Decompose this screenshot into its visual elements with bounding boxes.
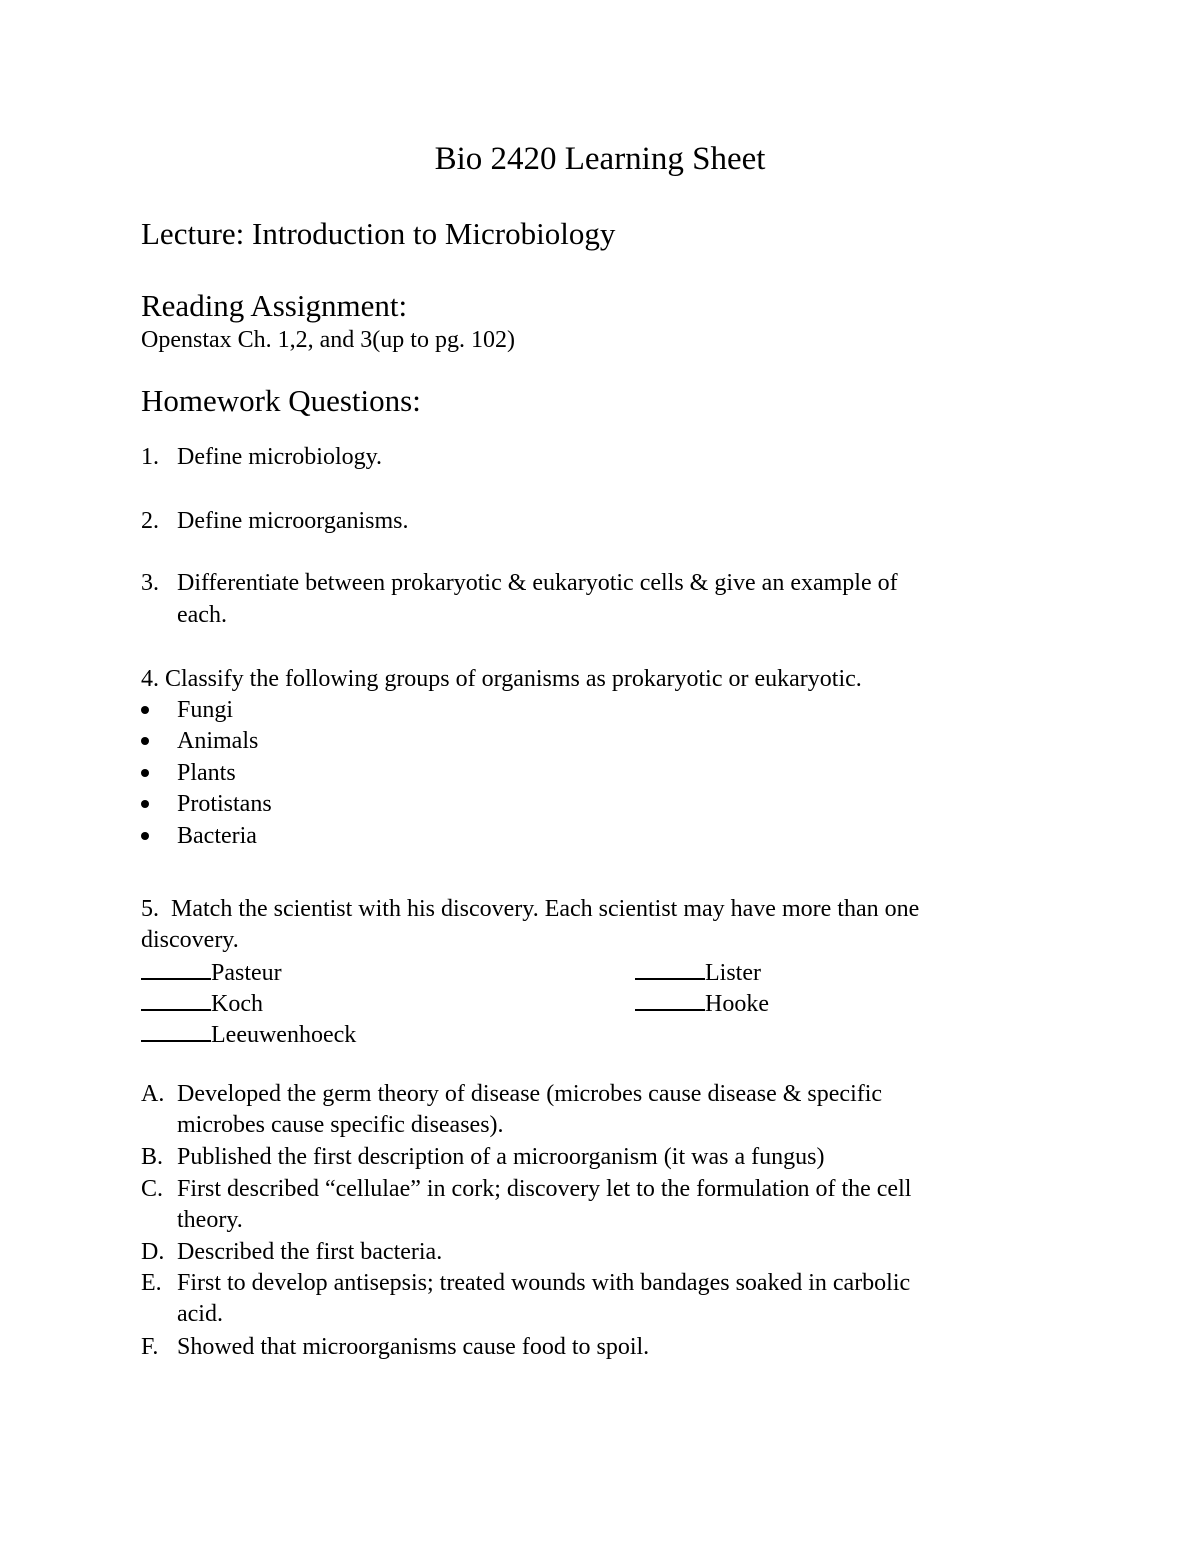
organism-item: Plants xyxy=(177,760,236,786)
discovery-letter: C. xyxy=(141,1176,164,1202)
reading-heading: Reading Assignment: xyxy=(141,288,408,323)
scientist-name: Leeuwenhoeck xyxy=(211,1022,357,1048)
scientist-leeuwenhoeck xyxy=(141,1022,356,1047)
answer-blank[interactable] xyxy=(141,1022,211,1042)
discovery-e-continued: acid. xyxy=(177,1301,223,1327)
scientist-pasteur xyxy=(141,960,282,985)
discovery-letter: E. xyxy=(141,1270,162,1296)
question-text: Match the scientist with his discovery. Each scientist may have more than one xyxy=(171,896,920,922)
scientist-name: Koch xyxy=(211,991,263,1017)
discovery-text: Described the first bacteria. xyxy=(177,1239,443,1265)
discovery-text: Developed the germ theory of disease (microbes cause disease & specific xyxy=(177,1081,883,1107)
answer-blank[interactable] xyxy=(635,991,705,1011)
discovery-text: First described “cellulae” in cork; discovery let to the formulation of the cell xyxy=(177,1176,912,1202)
discovery-c-continued: theory. xyxy=(177,1207,243,1233)
page-title: Bio 2420 Learning Sheet xyxy=(434,141,766,177)
question-5-continued: discovery. xyxy=(141,927,239,953)
discovery-f xyxy=(141,1335,649,1359)
discovery-letter: B. xyxy=(141,1144,164,1170)
discovery-letter: D. xyxy=(141,1239,165,1265)
answer-blank[interactable] xyxy=(141,960,211,980)
question-number: 3. xyxy=(141,570,159,596)
answer-blank[interactable] xyxy=(635,960,705,980)
scientist-lister xyxy=(635,960,761,985)
discovery-d xyxy=(141,1240,442,1264)
scientist-hooke xyxy=(635,991,769,1016)
discovery-a-continued: microbes cause specific diseases). xyxy=(177,1112,504,1138)
question-number: 5. xyxy=(141,896,159,922)
discovery-b xyxy=(141,1145,824,1169)
scientist-name: Hooke xyxy=(705,991,769,1017)
homework-heading: Homework Questions: xyxy=(141,383,421,418)
discovery-e xyxy=(141,1271,910,1295)
question-number: 2. xyxy=(141,508,159,534)
discovery-letter: A. xyxy=(141,1081,165,1107)
reading-text: Openstax Ch. 1,2, and 3(up to pg. 102) xyxy=(141,327,515,353)
bullet-icon xyxy=(141,706,149,714)
discovery-c xyxy=(141,1177,911,1201)
question-3-continued: each. xyxy=(177,602,227,628)
question-text: Classify the following groups of organisms as prokaryotic or eukaryotic. xyxy=(165,666,862,692)
question-4 xyxy=(141,667,862,691)
question-number: 4. xyxy=(141,666,159,692)
discovery-text: Published the first description of a microorganism (it was a fungus) xyxy=(177,1144,825,1170)
question-number: 1. xyxy=(141,444,159,470)
bullet-icon xyxy=(141,737,149,745)
organism-item: Fungi xyxy=(177,697,234,723)
question-5 xyxy=(141,897,919,921)
bullet-icon xyxy=(141,769,149,777)
question-text: Define microorganisms. xyxy=(177,508,409,534)
lecture-line: Lecture: Introduction to Microbiology xyxy=(141,216,616,251)
bullet-icon xyxy=(141,800,149,808)
answer-blank[interactable] xyxy=(141,991,211,1011)
question-1 xyxy=(141,445,382,469)
question-text: Differentiate between prokaryotic & eukaryotic cells & give an example of xyxy=(177,570,898,596)
organism-item: Animals xyxy=(177,728,259,754)
discovery-text: Showed that microorganisms cause food to spoil. xyxy=(177,1334,650,1360)
scientist-name: Lister xyxy=(705,960,761,986)
bullet-icon xyxy=(141,832,149,840)
scientist-name: Pasteur xyxy=(211,960,282,986)
scientist-koch xyxy=(141,991,263,1016)
organism-item: Bacteria xyxy=(177,823,257,849)
discovery-a xyxy=(141,1082,882,1106)
discovery-text: First to develop antisepsis; treated wounds with bandages soaked in carbolic xyxy=(177,1270,911,1296)
question-2 xyxy=(141,509,409,533)
organism-item: Protistans xyxy=(177,791,272,817)
question-text: Define microbiology. xyxy=(177,444,383,470)
question-3 xyxy=(141,571,898,595)
discovery-letter: F. xyxy=(141,1334,159,1360)
